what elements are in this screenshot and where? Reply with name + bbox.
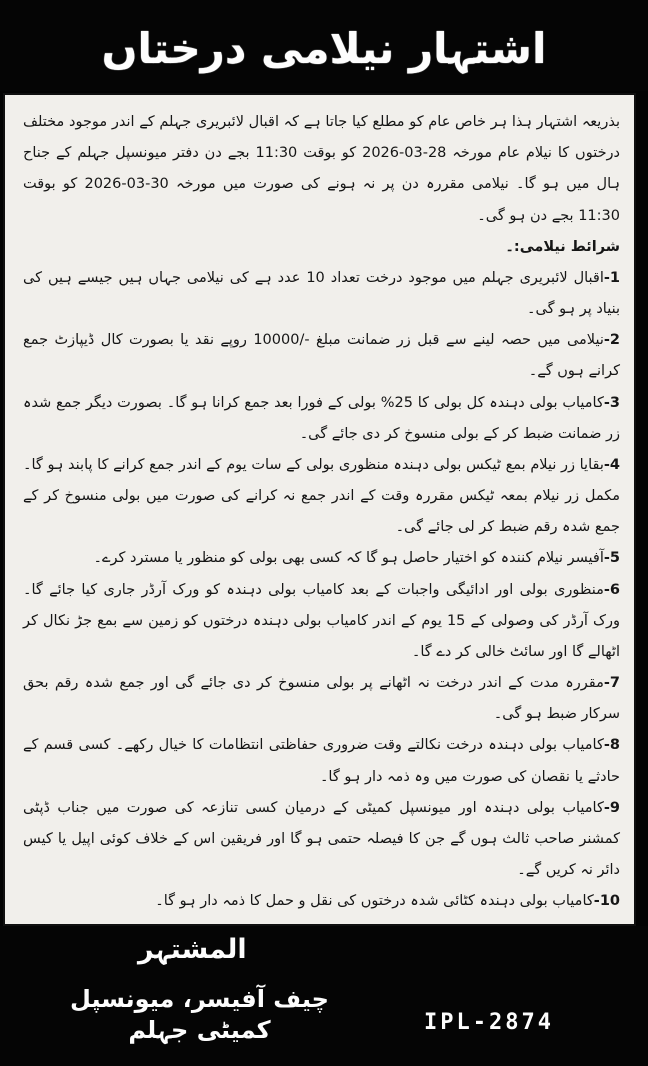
term-item-2 [23,325,620,387]
term-text: منظوری بولی اور ادائیگی واجبات کے بعد کامیاب بولی دہندہ کو ورک آرڈر جاری کیا جائے گا۔ ورک آرڈر کی وصولی کے 15 یوم کے اندر کامیاب بولی دہندہ درختوں کو زمین سے بمع جڑ نکال کر اٹھالے گا اور سائٹ خالی کر دے گا۔ [23,581,621,660]
term-number: 2- [603,332,620,349]
term-number: 6- [603,581,620,598]
term-item-5 [23,543,620,574]
ipl-reference-number: IPL-2874 [424,1010,554,1035]
term-number: 8- [603,737,620,754]
term-number: 1- [603,269,620,286]
term-number: 10- [593,893,620,910]
term-text: مقررہ مدت کے اندر درخت نہ اٹھانے پر بولی منسوخ کر دی جائے گی اور جمع شدہ رقم بحق سرکار ضبط ہو گی۔ [23,675,620,723]
term-item-6 [23,575,620,669]
footer-band [0,926,648,1066]
term-number: 9- [603,799,620,816]
term-number: 4- [603,456,620,473]
term-text: آفیسر نیلام کنندہ کو اختیار حاصل ہو گا کہ کسی بھی بولی کو منظور یا مسترد کرے۔ [93,550,604,567]
term-item-1 [23,263,620,325]
signatory-line: چیف آفیسر، میونسپل کمیٹی جہلم [70,985,329,1045]
term-text: کامیاب بولی دہندہ کل بولی کا 25% بولی کے فورا بعد جمع کرانا ہو گا۔ بصورت دیگر جمع شدہ زر ضمانت ضبط کر کے بولی منسوخ کر دی جائے گی۔ [23,394,620,442]
advertiser-label: المشتہر [138,934,247,965]
term-item-3 [23,388,620,450]
term-text: اقبال لائبریری جہلم میں موجود درخت تعداد 10 عدد ہے کی نیلامی جہاں ہیں جیسے ہیں کی بنیاد پر ہو گی۔ [23,269,620,318]
term-item-7 [23,668,620,730]
term-text: نیلامی میں حصہ لینے سے قبل زر ضمانت مبلغ ‎10000/-‎ روپے نقد یا بصورت کال ڈیپازٹ جمع کرانے ہوں گے۔ [23,332,620,380]
term-text: کامیاب بولی دہندہ درخت نکالتے وقت ضروری حفاظتی انتظامات کا خیال رکھے۔ کسی قسم کے حادثے یا نقصان کی صورت میں وہ ذمہ دار ہو گا۔ [23,737,620,785]
notice-title: اشتہار نیلامی درختاں [101,23,547,73]
term-number: 5- [603,550,620,567]
term-number: 3- [603,394,620,411]
header-band [0,0,648,91]
intro-paragraph: بذریعہ اشتہار ہذا ہر خاص عام کو مطلع کیا جاتا ہے کہ اقبال لائبریری جہلم کے اندر موجود مختلف درختوں کا نیلام عام مورخہ 28-03-2026 کو بوقت 11:30 بجے دن دفتر میونسپل جہلم کے جناح ہال میں ہو گا۔ نیلامی مقررہ دن پر نہ ہونے کی صورت میں مورخہ 30-03-2026 کو بوقت 11:30 بجے دن ہو گی۔ [23,114,620,224]
term-text: بقایا زر نیلام بمع ٹیکس بولی دہندہ منظوری بولی کے سات یوم کے اندر جمع کرانے کا پابند ہو گا۔ مکمل زر نیلام بمعہ ٹیکس مقررہ وقت کے اندر جمع نہ کرانے کی صورت میں بولی منسوخ کر کے جمع شدہ رقم ضبط کر لی جائے گی۔ [23,456,620,536]
term-item-4 [23,450,620,544]
terms-heading: شرائط نیلامی:۔ [505,238,620,255]
notice-body-sheet [3,93,636,926]
term-item-10 [23,886,620,917]
term-number: 7- [603,675,620,692]
term-item-8 [23,730,620,792]
term-item-9 [23,793,620,887]
term-text: کامیاب بولی دہندہ اور میونسپل کمیٹی کے درمیان کسی تنازعہ کی صورت میں جناب ڈپٹی کمشنر صاحب ثالث ہوں گے جن کا فیصلہ حتمی ہو گا اور فریقین اس کے خلاف کوئی اپیل یا کیس دائر نہ کریں گے۔ [23,799,620,879]
term-text: کامیاب بولی دہندہ کٹائی شدہ درختوں کی نقل و حمل کا ذمہ دار ہو گا۔ [155,893,594,910]
